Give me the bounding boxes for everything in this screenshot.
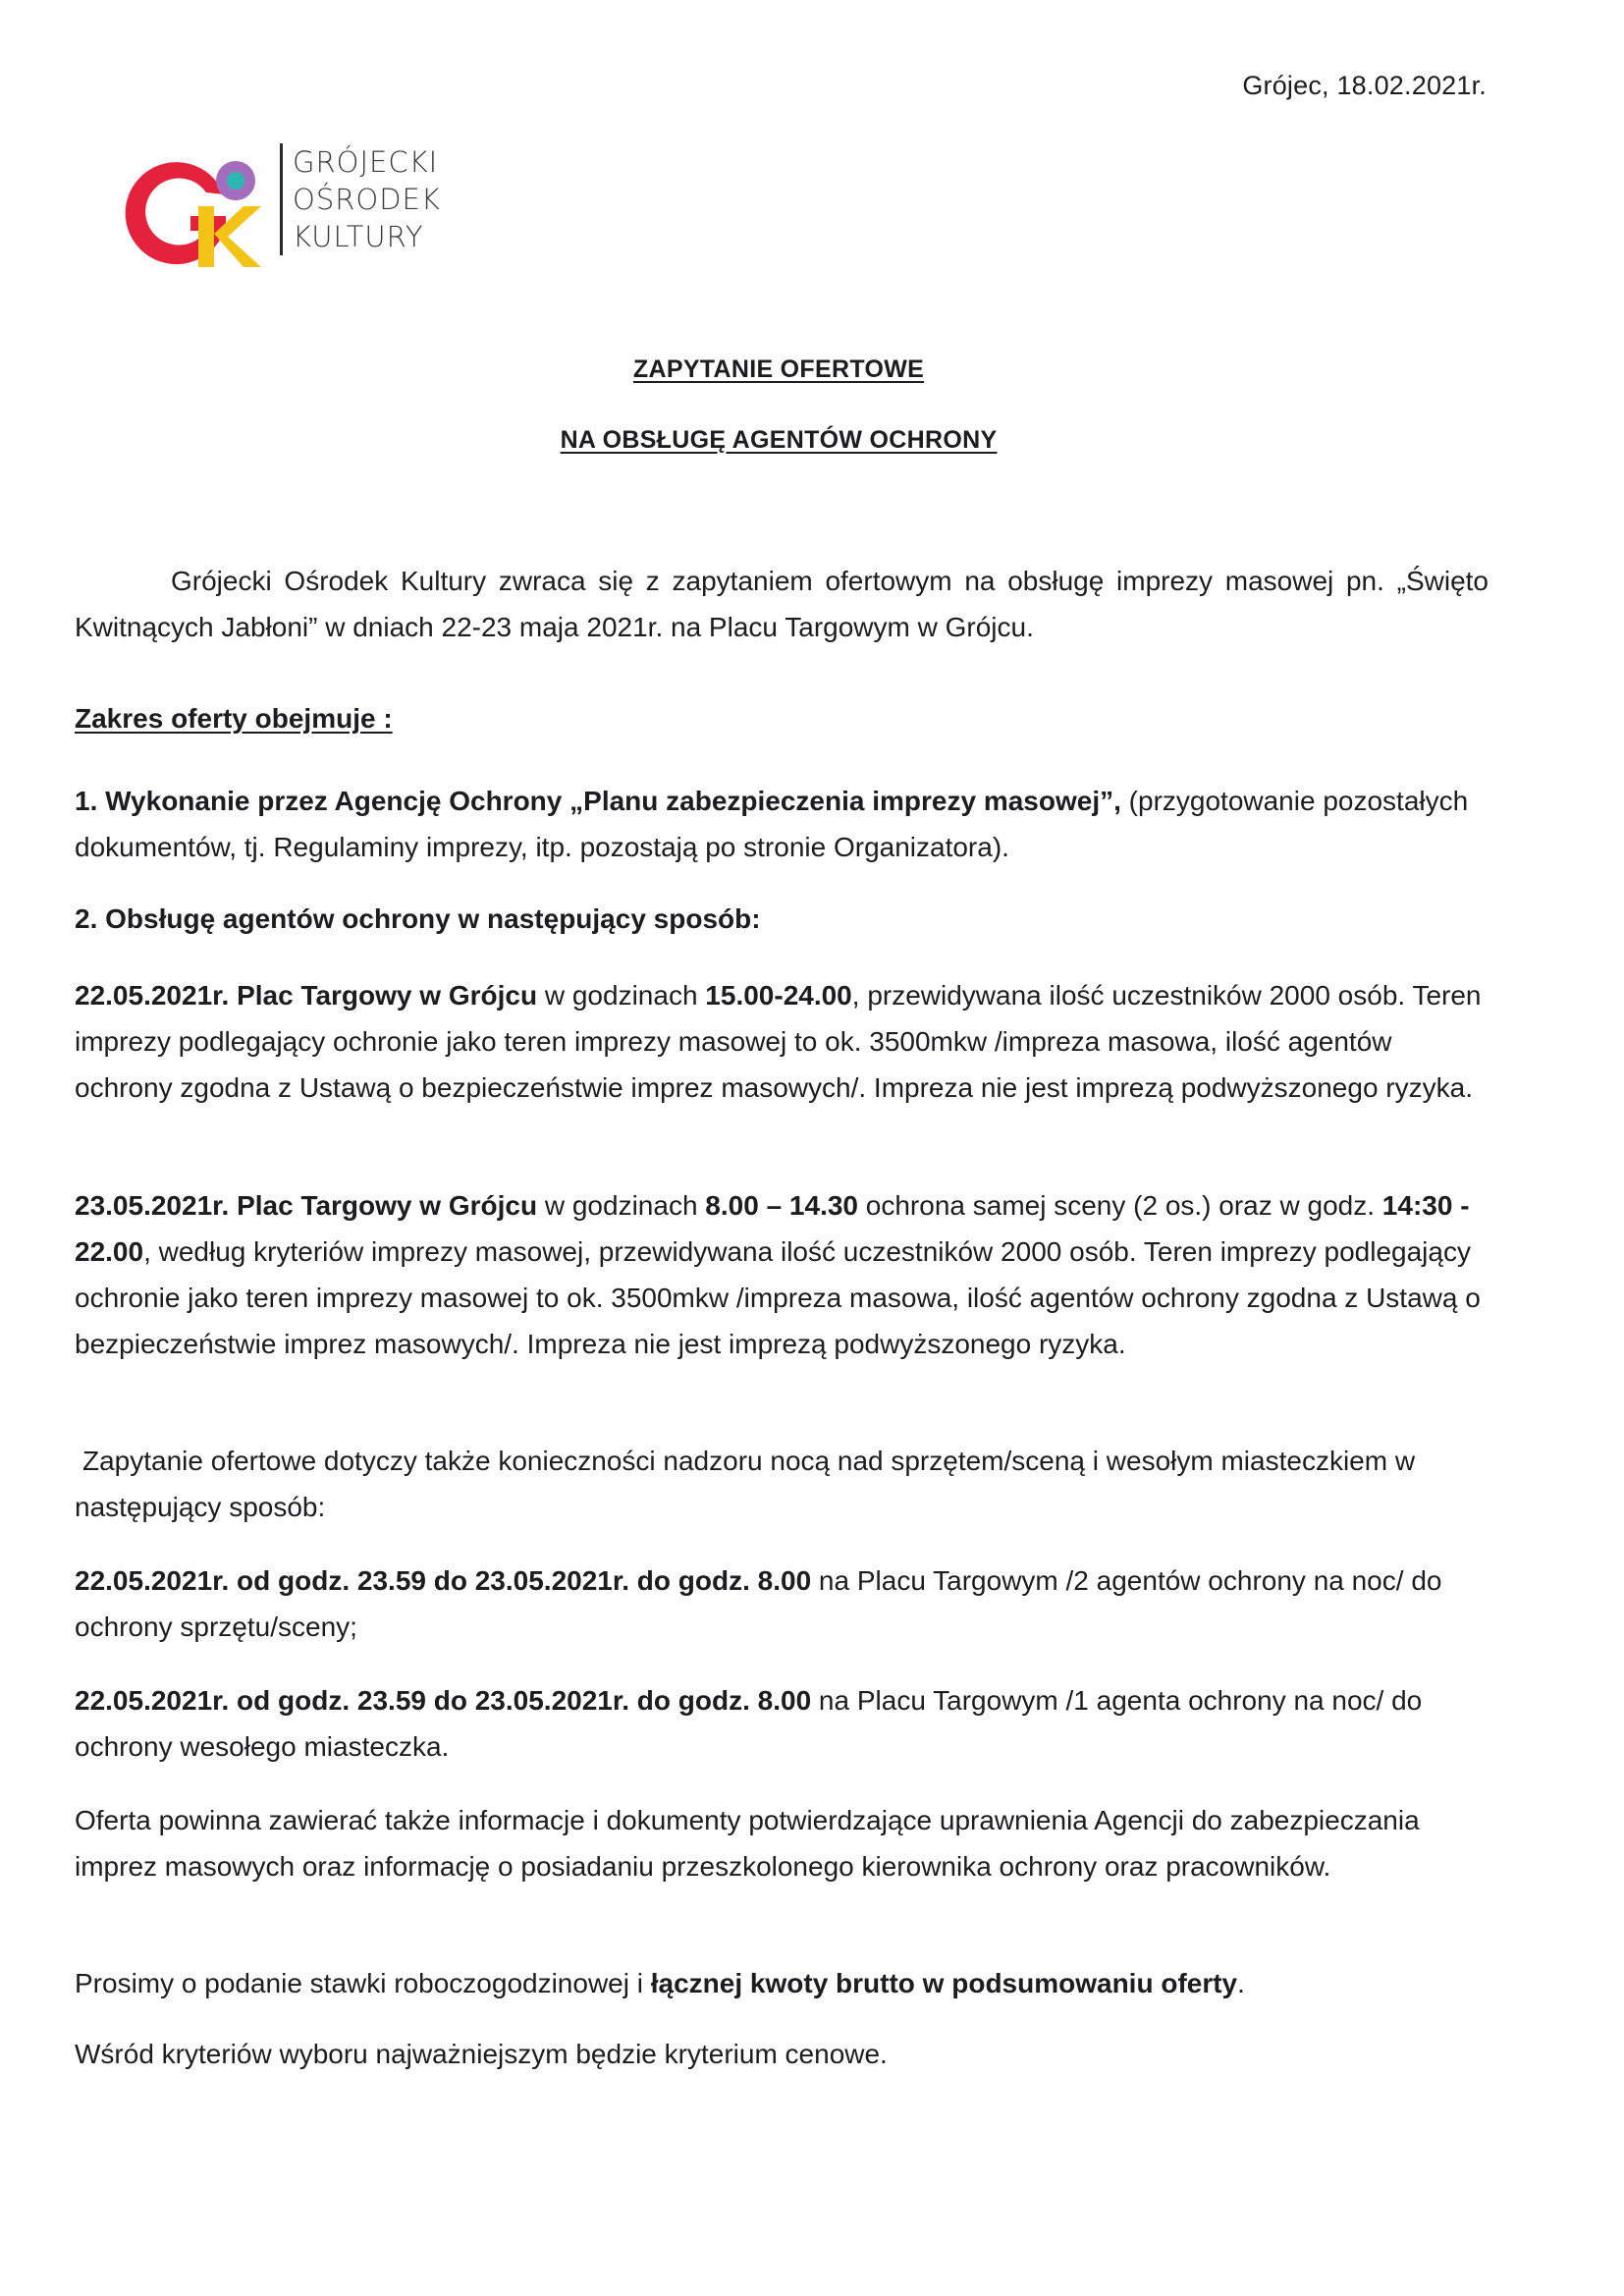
title-line-2: NA OBSŁUGĘ AGENTÓW OCHRONY <box>560 426 998 454</box>
closing-paragraph-1 <box>75 1797 1489 1889</box>
night-item-2-bold: 22.05.2021r. od godz. 23.59 do 23.05.2021r. do godz. 8.00 <box>75 1685 812 1716</box>
logo-line-3: KULTURY <box>293 220 424 253</box>
night-item-2 <box>75 1677 1489 1770</box>
night-item-2-rest: na Placu Targowym /1 agenta ochrony na noc/ do ochrony wesołego miasteczka. <box>75 1685 1423 1762</box>
logo-line-1: GRÓJECKI <box>293 145 439 179</box>
day2-paragraph <box>75 1182 1489 1367</box>
day2-t2: ochrona samej sceny (2 os.) oraz w godz. <box>858 1190 1382 1221</box>
day1-hours: 15.00-24.00 <box>705 980 852 1011</box>
closing-paragraph-2 <box>75 1960 1489 2006</box>
scope-item-2-text: 2. Obsługę agentów ochrony w następujący sposób: <box>75 903 761 934</box>
day1-t1: w godzinach <box>537 980 706 1011</box>
logo-k-stem <box>198 206 214 267</box>
logo-o-inner <box>227 172 244 190</box>
intro-paragraph <box>75 558 1489 650</box>
day2-hours-1: 8.00 – 14.30 <box>705 1190 858 1221</box>
closing-text-1: Oferta powinna zawierać także informacje i dokumenty potwierdzające uprawnienia Agencji do zabezpieczania imprez masowych oraz informację o posiadaniu przeszkolonego kierownika ochrony oraz pracowników. <box>75 1805 1420 1882</box>
logo-mark-icon <box>108 137 280 275</box>
title-line-1: ZAPYTANIE OFERTOWE <box>632 355 925 383</box>
day2-date: 23.05.2021r. <box>75 1190 230 1221</box>
night-intro-paragraph <box>75 1438 1489 1530</box>
day1-date: 22.05.2021r. <box>75 980 230 1011</box>
closing-text-2-bold: łącznej kwoty brutto w podsumowaniu oferty <box>650 1968 1238 1998</box>
document-date: Grójec, 18.02.2021r. <box>1242 71 1487 100</box>
day2-hours-2: 14:30 - 22.00 <box>75 1190 1470 1267</box>
night-intro: Zapytanie ofertowe dotyczy także konieczności nadzoru nocą nad sprzętem/sceną i wesołym miasteczkiem w następujący sposób: <box>75 1446 1416 1522</box>
day1-rest: , przewidywana ilość uczestników 2000 osób. Teren imprezy podlegający ochronie jako teren imprezy masowej to ok. 3500mkw /impreza masowa, ilość agentów ochrony zgodna z Ustawą o bezpieczeństwie imprez masowych/. Impreza nie jest imprezą podwyższonego ryzyka. <box>75 980 1482 1103</box>
closing-paragraph-3 <box>75 2031 1489 2077</box>
closing-text-2-end: . <box>1237 1968 1245 1998</box>
scope-item-1-bold: 1. Wykonanie przez Agencję Ochrony „Planu zabezpieczenia imprezy masowej”, <box>75 786 1121 816</box>
day2-t1: w godzinach <box>537 1190 706 1221</box>
closing-text-2-plain: Prosimy o podanie stawki roboczogodzinowej i <box>75 1968 651 1998</box>
scope-heading: Zakres oferty obejmuje : <box>75 703 393 734</box>
closing-text-3: Wśród kryteriów wyboru najważniejszym będzie kryterium cenowe. <box>75 2039 888 2069</box>
day1-place: Plac Targowy w Grójcu <box>237 980 538 1011</box>
night-item-1-bold: 22.05.2021r. od godz. 23.59 do 23.05.2021r. do godz. 8.00 <box>75 1565 812 1596</box>
intro-text: Grójecki Ośrodek Kultury zwraca się z zapytaniem ofertowym na obsługę imprezy masowej pn. „Święto Kwitnących Jabłoni” w dniach 22-23 maja 2021r. na Placu Targowym w Grójcu. <box>75 566 1489 642</box>
scope-item-1-rest: (przygotowanie pozostałych dokumentów, tj. Regulaminy imprezy, itp. pozostają po stronie Organizatora). <box>75 786 1469 862</box>
day2-place: Plac Targowy w Grójcu <box>237 1190 538 1221</box>
day2-rest: , według kryteriów imprezy masowej, przewidywana ilość uczestników 2000 osób. Teren imprezy podlegający ochronie jako teren imprezy masowej to ok. 3500mkw /impreza masowa, ilość agentów ochrony zgodna z Ustawą o bezpieczeństwie imprez masowych/. Impreza nie jest imprezą podwyższonego ryzyka. <box>75 1236 1481 1359</box>
night-item-1-rest: na Placu Targowym /2 agentów ochrony na noc/ do ochrony sprzętu/sceny; <box>75 1565 1442 1642</box>
logo-wordmark <box>280 143 441 255</box>
day1-paragraph <box>75 972 1489 1111</box>
scope-heading-block <box>75 695 1489 741</box>
night-item-1 <box>75 1558 1489 1650</box>
logo-k-arms <box>214 206 261 267</box>
scope-item-1 <box>75 778 1489 870</box>
logo-line-2: OŚRODEK <box>293 183 441 216</box>
logo <box>108 137 461 275</box>
scope-item-2 <box>75 896 1489 942</box>
